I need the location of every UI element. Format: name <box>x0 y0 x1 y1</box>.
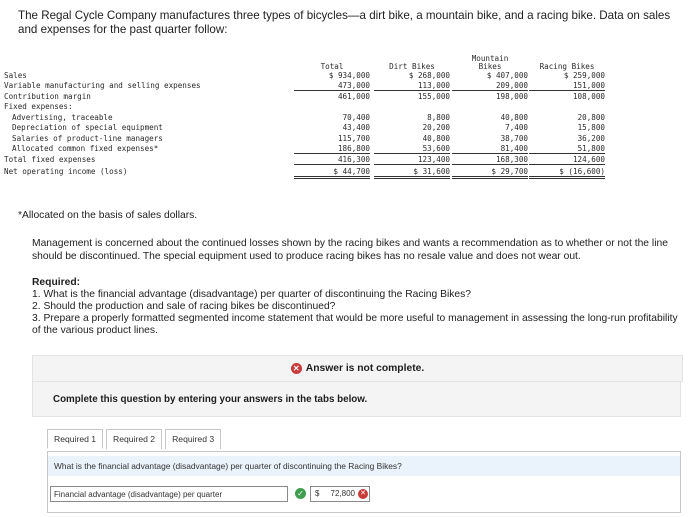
row-label: Sales <box>4 71 27 80</box>
cell-racing: 20,800 <box>577 113 605 122</box>
row-label: Total fixed expenses <box>4 155 96 164</box>
answer-status-bar <box>32 355 683 382</box>
cell-mountain: $ 407,000 <box>486 71 528 80</box>
cell-dirt: 53,600 <box>374 144 450 154</box>
cell-total: $ 44,700 <box>294 167 370 179</box>
answer-label: Financial advantage (disadvantage) per quarter <box>50 486 288 502</box>
cell-racing: 108,000 <box>572 92 605 101</box>
currency-symbol: $ <box>315 489 320 498</box>
cell-total: 70,400 <box>342 113 370 122</box>
cell-total: 115,700 <box>337 134 370 143</box>
row-label: Advertising, traceable <box>12 113 113 122</box>
cell-total: 461,000 <box>337 92 370 101</box>
tab-panel <box>47 451 681 513</box>
header-racing: Racing Bikes <box>539 62 595 71</box>
answer-value: 72,800 <box>330 489 355 498</box>
tab-required-1[interactable]: Required 1 <box>47 429 103 449</box>
cell-dirt: 123,400 <box>374 155 450 165</box>
required-q3: 3. Prepare a properly formatted segmented income statement that would be more useful to management in assessing the long-run profitability of the various product lines. <box>32 313 678 336</box>
cell-racing: 124,600 <box>529 155 605 165</box>
cell-dirt: 113,000 <box>374 81 450 91</box>
footnote: *Allocated on the basis of sales dollars. <box>18 210 198 221</box>
row-label: Allocated common fixed expenses* <box>12 144 159 153</box>
cell-total: 43,400 <box>342 123 370 132</box>
header-dirt: Dirt Bikes <box>389 62 435 71</box>
check-icon: ✓ <box>295 488 306 499</box>
cell-racing: $ (16,600) <box>529 167 605 179</box>
cell-dirt: 20,200 <box>422 123 450 132</box>
row-label: Salaries of product-line managers <box>12 134 163 143</box>
answer-status-text: Answer is not complete. <box>305 363 425 374</box>
cell-mountain: 209,000 <box>452 81 528 91</box>
cell-racing: 51,800 <box>529 144 605 154</box>
problem-intro: The Regal Cycle Company manufactures three types of bicycles—a dirt bike, a mountain bike, and a racing bike. Data on sales and expenses for the past quarter follow: <box>18 9 671 36</box>
cell-mountain: 40,800 <box>500 113 528 122</box>
cell-mountain: 7,400 <box>505 123 528 132</box>
income-statement-table <box>4 54 605 204</box>
cell-dirt: 8,800 <box>427 113 450 122</box>
cell-racing: $ 259,000 <box>563 71 605 80</box>
cell-racing: 36,200 <box>577 134 605 143</box>
row-label: Fixed expenses: <box>4 102 73 111</box>
question-bar <box>48 456 680 476</box>
row-label: Depreciation of special equipment <box>12 123 163 132</box>
required-tabs <box>47 429 224 449</box>
cell-mountain: 38,700 <box>500 134 528 143</box>
cell-mountain: 81,400 <box>452 144 528 154</box>
required-title: Required: <box>32 277 81 288</box>
cell-total: 473,000 <box>294 81 370 91</box>
cell-total: 186,800 <box>294 144 370 154</box>
instruction-text: Complete this question by entering your answers in the tabs below. <box>53 393 368 405</box>
header-total: Total <box>320 62 344 71</box>
financial-advantage-input[interactable] <box>310 486 370 502</box>
question-text: What is the financial advantage (disadvantage) per quarter of discontinuing the Racing Bikes? <box>54 461 402 471</box>
cell-dirt: $ 31,600 <box>374 167 450 179</box>
cell-mountain: 198,000 <box>495 92 528 101</box>
answer-row <box>48 486 680 504</box>
cell-dirt: $ 268,000 <box>408 71 450 80</box>
error-icon: ✕ <box>291 363 302 374</box>
tab-required-3[interactable]: Required 3 <box>165 429 221 449</box>
cell-racing: 15,800 <box>577 123 605 132</box>
cell-mountain: $ 29,700 <box>452 167 528 179</box>
tab-required-2[interactable]: Required 2 <box>106 429 162 449</box>
cell-dirt: 40,800 <box>422 134 450 143</box>
cell-dirt: 155,000 <box>417 92 450 101</box>
row-label: Contribution margin <box>4 92 91 101</box>
row-label: Variable manufacturing and selling expenses <box>4 81 201 90</box>
cell-mountain: 168,300 <box>452 155 528 165</box>
required-q1: 1. What is the financial advantage (disadvantage) per quarter of discontinuing the Racing Bikes? <box>32 289 472 300</box>
cell-total: $ 934,000 <box>328 71 370 80</box>
row-label: Net operating income (loss) <box>4 167 128 176</box>
management-paragraph: Management is concerned about the continued losses shown by the racing bikes and wants a recommendation as to whether or not the line should be discontinued. The special equipment used to produce racing bikes has no resale value and does not wear out. <box>32 238 668 262</box>
cell-racing: 151,000 <box>529 81 605 91</box>
incorrect-icon: ✕ <box>358 489 368 499</box>
header-mountain-1: Mountain <box>471 54 509 63</box>
required-section <box>32 277 687 337</box>
header-mountain-2: Bikes <box>478 62 502 71</box>
instruction-bar <box>32 381 681 417</box>
cell-total: 416,300 <box>294 155 370 165</box>
required-q2: 2. Should the production and sale of racing bikes be discontinued? <box>32 301 336 312</box>
